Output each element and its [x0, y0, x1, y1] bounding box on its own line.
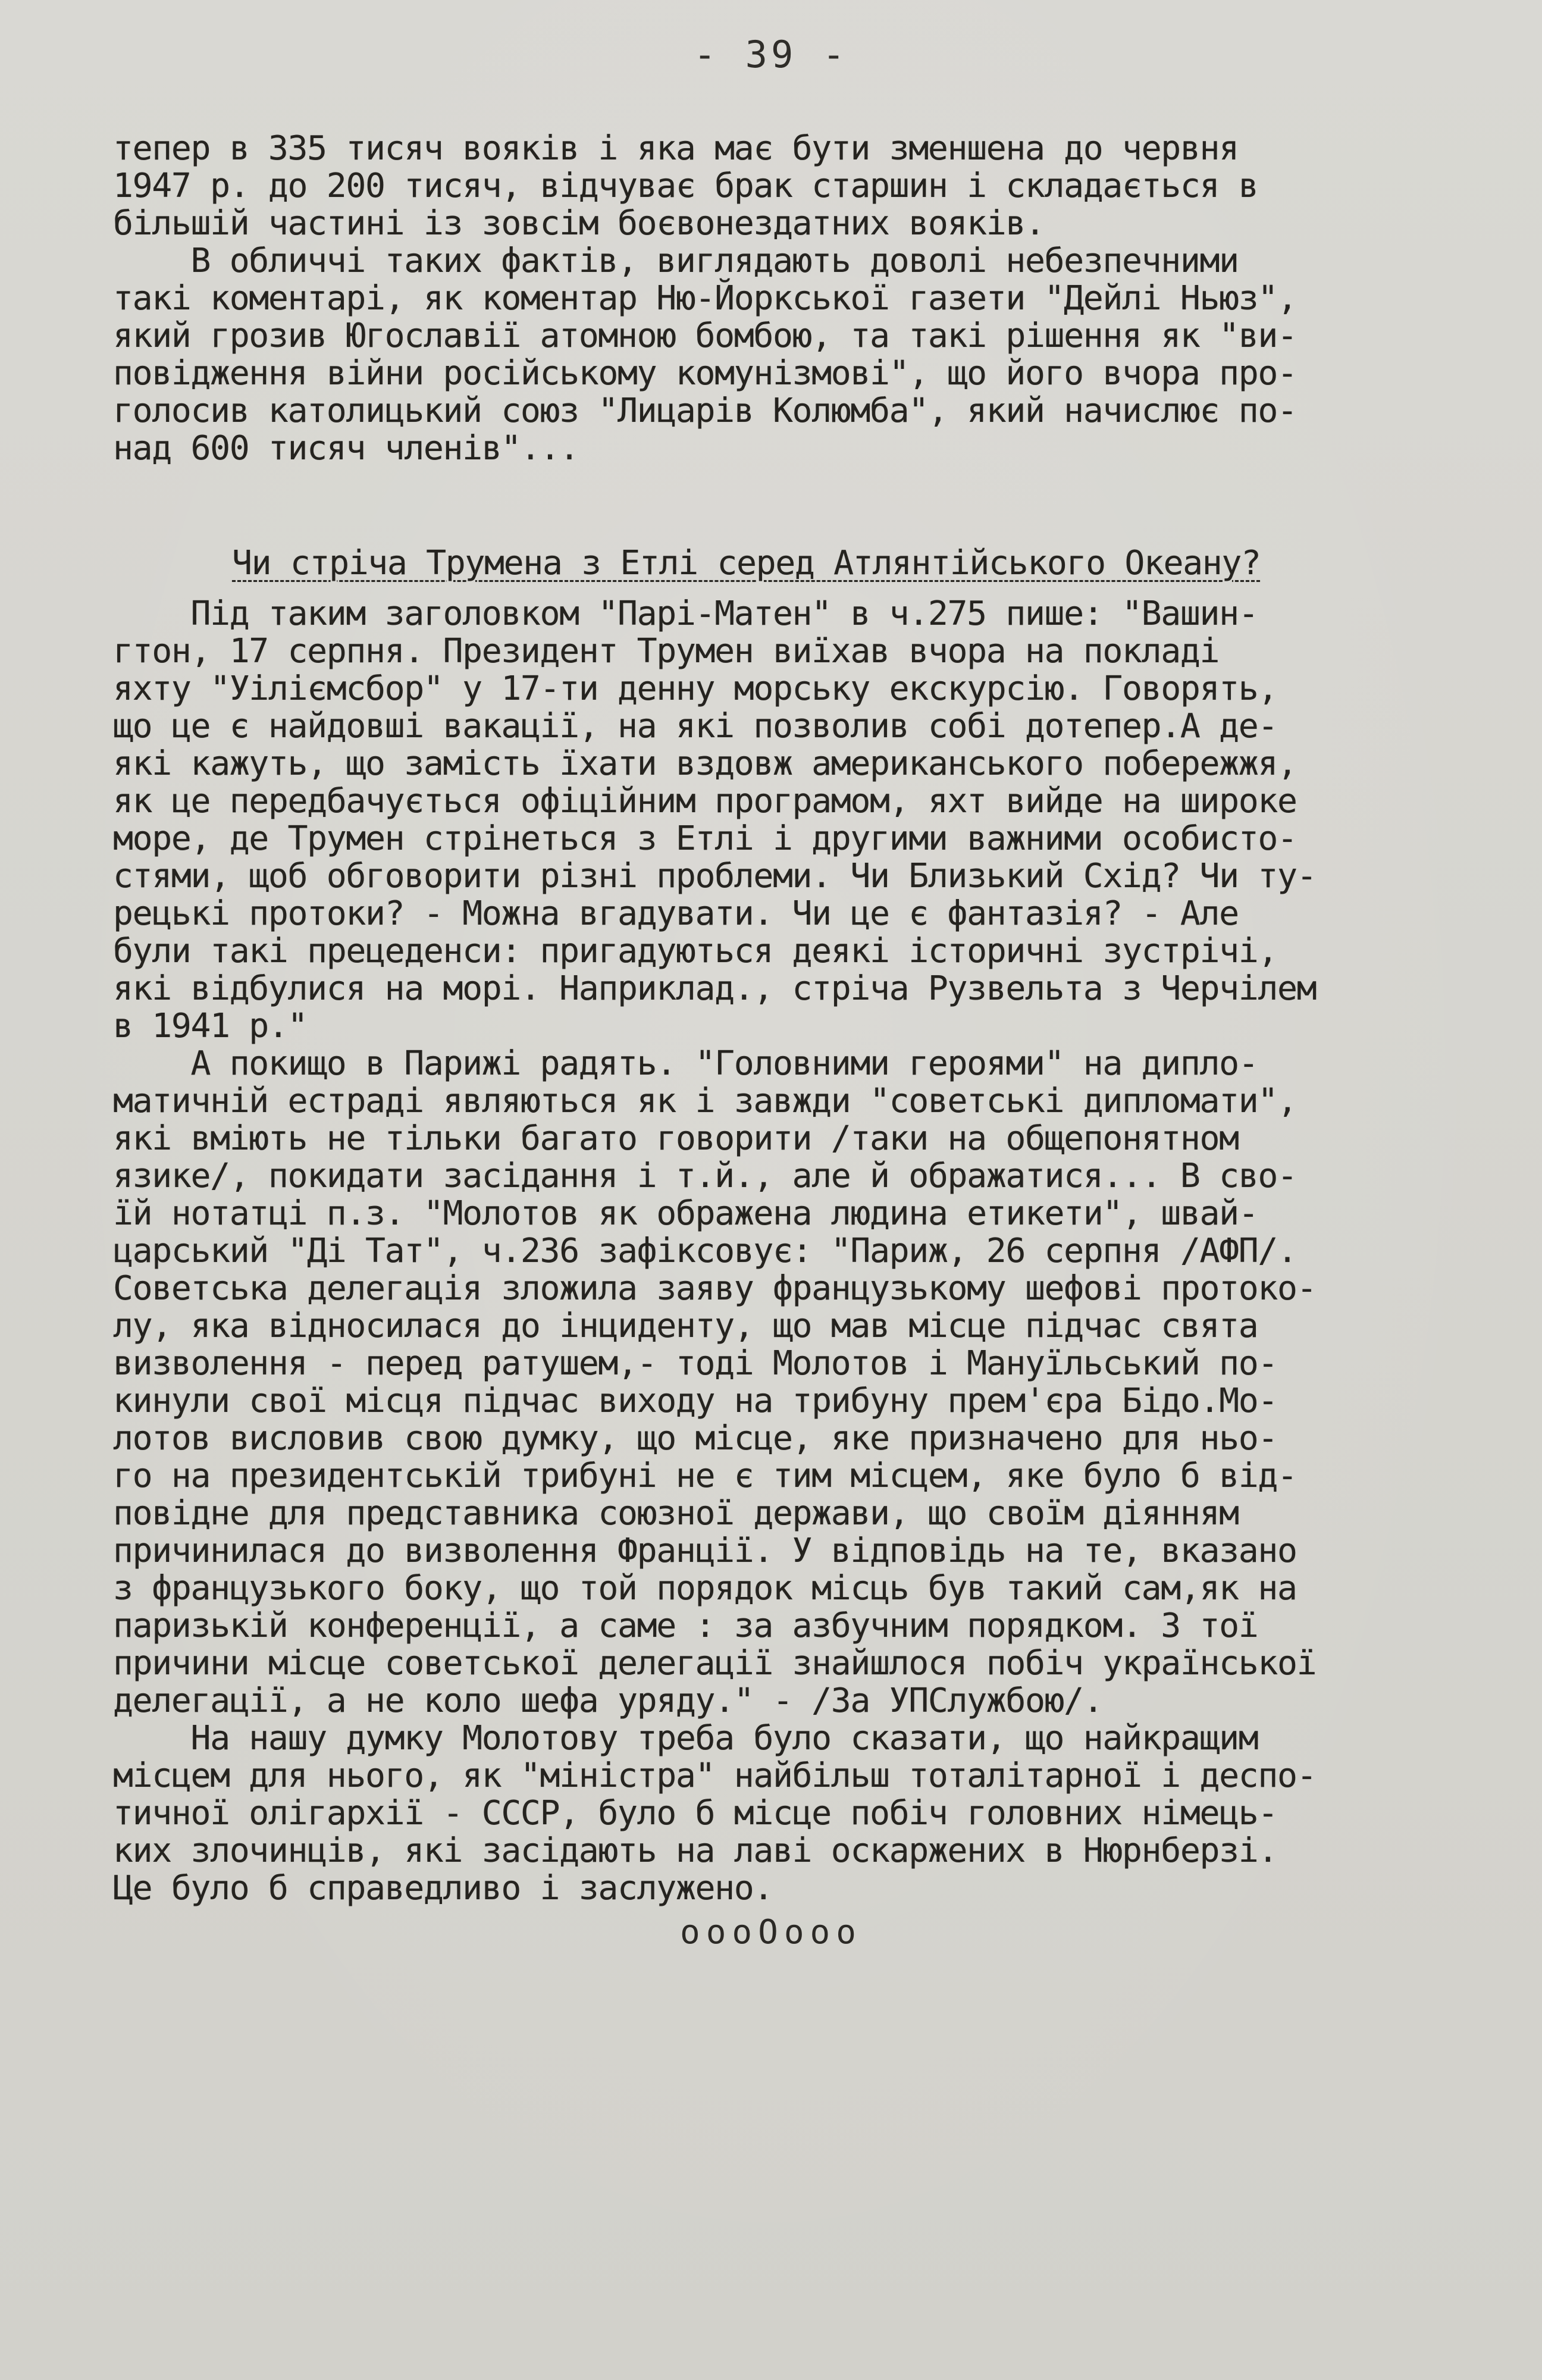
text-line: А покищо в Парижі радять. "Головними героями" на дипло- — [113, 1044, 1258, 1083]
text-line: кинули свої місця підчас виходу на трибуну прем'єра Бідо.Мо- — [113, 1382, 1277, 1420]
text-line: які кажуть, що замість їхати вздовж американського побережжя, — [113, 744, 1297, 783]
text-line: Це було б справедливо і заслужено. — [113, 1869, 773, 1908]
text-line: що це є найдовші вакації, на які позволив собі дотепер.А де- — [113, 707, 1277, 746]
text-line: 1947 р. до 200 тисяч, відчуває брак старшин і складається в — [113, 167, 1258, 205]
text-line: які вміють не тільки багато говорити /таки на общепонятном — [113, 1119, 1239, 1158]
text-line: як це передбачується офіційним програмом, яхт вийде на широке — [113, 782, 1297, 821]
text-line: тичної олігархії - СССР, було б місце побіч головних німець- — [113, 1794, 1277, 1833]
text-line: повідження війни російському комунізмові", що його вчора про- — [113, 354, 1297, 393]
text-line: більшій частині із зовсім боєвонездатних вояків. — [113, 204, 1045, 243]
text-line: Під таким заголовком "Парі-Матен" в ч.275 пише: "Вашин- — [113, 594, 1258, 633]
text-line: паризькій конференції, а саме : за азбучним порядком. З тої — [113, 1606, 1258, 1645]
text-line: тепер в 335 тисяч вояків і яка має бути зменшена до червня — [113, 129, 1239, 168]
text-line: яхту "Уіліємсбор" у 17-ти денну морську екскурсію. Говорять, — [113, 669, 1277, 708]
text-line: делегації, а не коло шефа уряду." - /За УПСлужбою/. — [113, 1681, 1103, 1720]
text-line: які відбулися на морі. Наприклад., стріча Рузвельта з Черчілем — [113, 969, 1317, 1008]
text-line: місцем для нього, як "міністра" найбільш тоталітарної і деспо- — [113, 1756, 1317, 1795]
text-line: їй нотатці п.з. "Молотов як ображена людина етикети", швай- — [113, 1194, 1258, 1233]
text-line: визволення - перед ратушем,- тоді Молотов і Мануїльський по- — [113, 1344, 1277, 1383]
text-line: рецькі протоки? - Можна вгадувати. Чи це є фантазія? - Але — [113, 894, 1239, 933]
text-line: з французького боку, що той порядок місць був такий сам,як на — [113, 1569, 1297, 1608]
intro-text — [113, 130, 1463, 467]
text-line: в 1941 р." — [113, 1007, 308, 1045]
heading-spacer — [113, 586, 1463, 595]
section-separator: oooOooo — [679, 1913, 862, 1952]
text-line: матичній естраді являються як і завжди "советські дипломати", — [113, 1082, 1297, 1120]
text-line: го на президентській трибуні не є тим місцем, яке було б від- — [113, 1457, 1297, 1495]
text-line: голосив католицький союз "Лицарів Колюмба", який начислює по- — [113, 392, 1297, 430]
text-line: який грозив Югославії атомною бомбою, та такі рішення як "ви- — [113, 317, 1297, 355]
section-heading: Чи стріча Трумена з Етлі серед Атлянтійського Океану? — [232, 544, 1261, 583]
document-body — [113, 130, 1463, 1907]
text-line: над 600 тисяч членів"... — [113, 429, 579, 468]
page-number: - 39 - — [694, 33, 848, 76]
text-line: лу, яка відносилася до інциденту, що мав місце підчас свята — [113, 1307, 1258, 1345]
text-line: причинилася до визволення Франції. У відповідь на те, вказано — [113, 1532, 1297, 1570]
text-line: На нашу думку Молотову треба було сказати, що найкращим — [113, 1719, 1258, 1758]
text-line: В обличчі таких фактів, виглядають доволі небезпечними — [113, 242, 1239, 280]
heading-spacer — [113, 467, 1463, 544]
text-line: були такі прецеденси: пригадуються деякі історичні зустрічі, — [113, 932, 1277, 970]
text-line: лотов висловив свою думку, що місце, яке призначено для ньо- — [113, 1419, 1277, 1458]
text-line: ких злочинців, які засідають на лаві оскаржених в Нюрнберзі. — [113, 1831, 1277, 1870]
text-line: Советська делегація зложила заяву французькому шефові протоко- — [113, 1269, 1317, 1308]
text-line: царський "Ді Тат", ч.236 зафіксовує: "Париж, 26 серпня /АФП/. — [113, 1232, 1297, 1270]
text-line: повідне для представника союзної держави, що своїм діянням — [113, 1494, 1239, 1533]
text-line: причини місце советської делегації знайшлося побіч української — [113, 1644, 1317, 1683]
text-line: море, де Трумен стрінеться з Етлі і другими важними особисто- — [113, 819, 1297, 858]
text-line: язике/, покидати засідання і т.й., але й ображатися... В сво- — [113, 1157, 1297, 1195]
text-line: такі коментарі, як коментар Ню-Йоркської газети "Дейлі Ньюз", — [113, 279, 1297, 318]
text-line: гтон, 17 серпня. Президент Трумен виїхав вчора на покладі — [113, 632, 1220, 671]
text-line: стями, щоб обговорити різні проблеми. Чи Близький Схід? Чи ту- — [113, 857, 1317, 895]
section-text — [113, 595, 1463, 1907]
